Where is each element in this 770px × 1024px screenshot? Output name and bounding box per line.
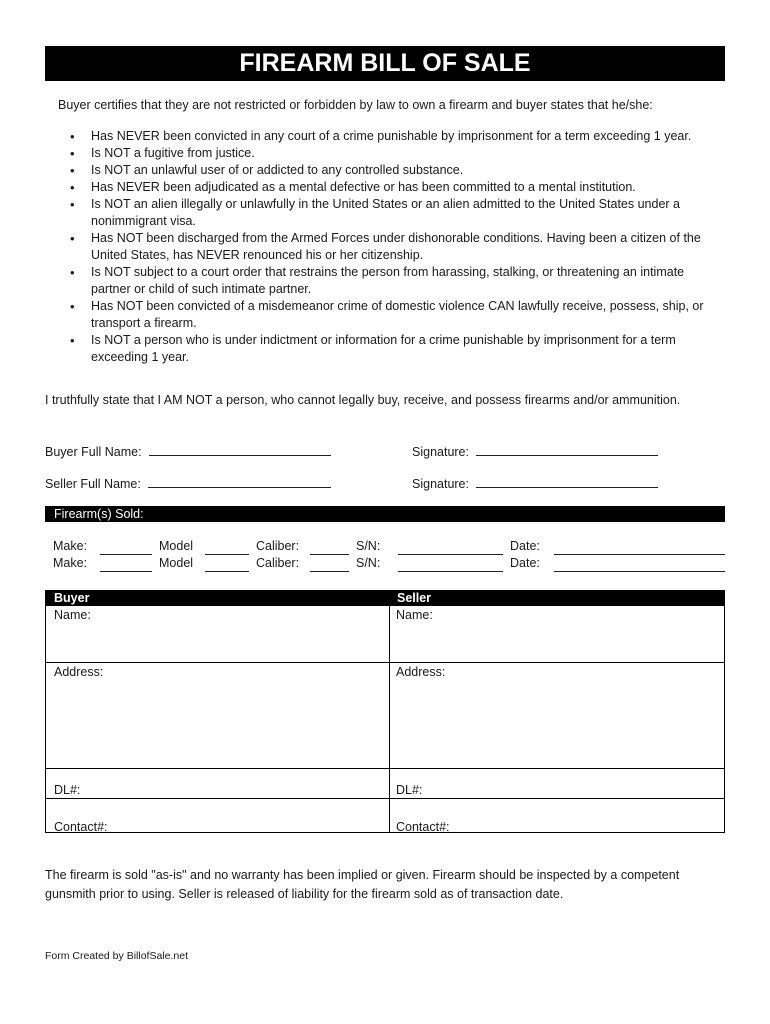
seller-signature-row bbox=[45, 474, 725, 492]
model-label: Model bbox=[159, 539, 194, 553]
buyer-address-label[interactable]: Address: bbox=[54, 665, 104, 679]
seller-contact-label[interactable]: Contact#: bbox=[396, 820, 450, 834]
model-field[interactable] bbox=[205, 554, 249, 555]
seller-signature-label: Signature: bbox=[412, 477, 469, 491]
column-divider bbox=[389, 591, 390, 832]
buyer-name-field[interactable] bbox=[149, 442, 331, 456]
buyer-signature-field[interactable] bbox=[476, 442, 658, 456]
caliber-label: Caliber: bbox=[256, 539, 300, 553]
list-item: • Is NOT an unlawful user of or addicted to any controlled substance. bbox=[45, 162, 725, 179]
sn-label: S/N: bbox=[356, 556, 381, 570]
list-item: • Is NOT an alien illegally or unlawfully in the United States or an alien admitted to the United States under a nonimmigrant visa. bbox=[45, 196, 725, 230]
make-field[interactable] bbox=[100, 554, 152, 555]
firearm-row bbox=[53, 556, 725, 573]
date-label: Date: bbox=[510, 556, 540, 570]
seller-address-label[interactable]: Address: bbox=[396, 665, 446, 679]
buyer-signature-row bbox=[45, 442, 725, 460]
sn-field[interactable] bbox=[398, 554, 503, 555]
buyer-contact-label[interactable]: Contact#: bbox=[54, 820, 108, 834]
caliber-field[interactable] bbox=[310, 571, 349, 572]
row-divider bbox=[46, 798, 724, 799]
caliber-field[interactable] bbox=[310, 554, 349, 555]
disclaimer-text: The firearm is sold "as-is" and no warranty has been implied or given. Firearm should be inspected by a competent gunsmith prior to using. Seller is released of liability for the firearm sold as of transaction date. bbox=[45, 868, 680, 901]
seller-dl-label[interactable]: DL#: bbox=[396, 783, 423, 797]
list-item: • Is NOT a person who is under indictment or information for a crime punishable by imprisonment for a term exceeding 1 year. bbox=[45, 332, 725, 366]
list-item: • Has NOT been discharged from the Armed Forces under dishonorable conditions. Having been a citizen of the United States, has NEVER renounced his or her citizenship. bbox=[45, 230, 725, 264]
seller-header: Seller bbox=[389, 591, 724, 606]
date-field[interactable] bbox=[554, 571, 725, 572]
firearms-section-header bbox=[45, 506, 725, 522]
buyer-name-label[interactable]: Name: bbox=[54, 608, 91, 622]
list-item: • Is NOT a fugitive from justice. bbox=[45, 145, 725, 162]
seller-name-label: Seller Full Name: bbox=[45, 477, 141, 491]
requirements-list bbox=[45, 128, 725, 366]
sn-field[interactable] bbox=[398, 571, 503, 572]
list-item: • Has NEVER been convicted in any court of a crime punishable by imprisonment for a term exceeding 1 year. bbox=[45, 128, 725, 145]
legal-statement: I truthfully state that I AM NOT a person, who cannot legally buy, receive, and possess firearms and/or ammunition. bbox=[45, 393, 681, 407]
list-item: • Is NOT subject to a court order that restrains the person from harassing, stalking, or threatening an intimate partner or child of such intimate partner. bbox=[45, 264, 725, 298]
seller-name-field[interactable] bbox=[148, 474, 331, 488]
parties-table bbox=[45, 590, 725, 833]
firearm-row bbox=[53, 539, 725, 556]
form-title: FIREARM BILL OF SALE bbox=[45, 46, 725, 81]
date-field[interactable] bbox=[554, 554, 725, 555]
row-divider bbox=[46, 768, 724, 769]
caliber-label: Caliber: bbox=[256, 556, 300, 570]
row-divider bbox=[46, 662, 724, 663]
buyer-name-label: Buyer Full Name: bbox=[45, 445, 142, 459]
sn-label: S/N: bbox=[356, 539, 381, 553]
make-label: Make: bbox=[53, 539, 88, 553]
buyer-dl-label[interactable]: DL#: bbox=[54, 783, 81, 797]
buyer-header: Buyer bbox=[46, 591, 389, 606]
model-label: Model bbox=[159, 556, 194, 570]
firearms-header-label: Firearm(s) Sold: bbox=[54, 507, 144, 521]
seller-name-label[interactable]: Name: bbox=[396, 608, 433, 622]
make-label: Make: bbox=[53, 556, 88, 570]
buyer-signature-label: Signature: bbox=[412, 445, 469, 459]
list-item: • Has NOT been convicted of a misdemeanor crime of domestic violence CAN lawfully receive, possess, ship, or transport a firearm. bbox=[45, 298, 725, 332]
model-field[interactable] bbox=[205, 571, 249, 572]
date-label: Date: bbox=[510, 539, 540, 553]
footer-credit: Form Created by BillofSale.net bbox=[45, 950, 188, 962]
make-field[interactable] bbox=[100, 571, 152, 572]
list-item: • Has NEVER been adjudicated as a mental defective or has been committed to a mental institution. bbox=[45, 179, 725, 196]
seller-signature-field[interactable] bbox=[476, 474, 658, 488]
intro-text: Buyer certifies that they are not restricted or forbidden by law to own a firearm and buyer states that he/she: bbox=[58, 98, 653, 112]
